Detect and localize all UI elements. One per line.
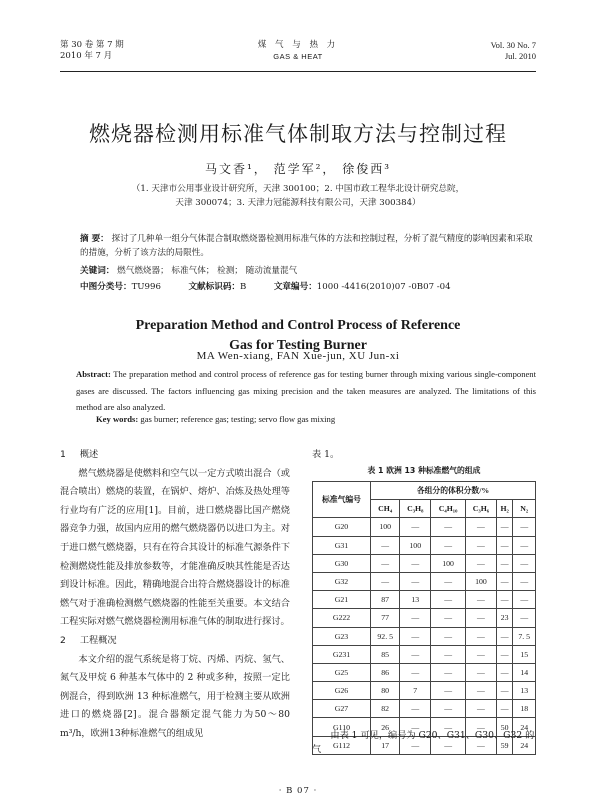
article-number-value: 1000 -4416(2010)07 -0B07 -04 [316, 282, 451, 292]
table-cell-gas-id: G231 [313, 645, 371, 663]
table-cell-value: — [466, 536, 497, 554]
table-cell-value: 92. 5 [371, 627, 400, 645]
table-cell-value: — [400, 718, 431, 736]
table-cell-value: 13 [400, 591, 431, 609]
table-cell-value: 77 [371, 609, 400, 627]
table-cell-value: — [496, 536, 513, 554]
keywords-text-cn: 燃气燃烧器； 标准气体； 检测； 随动流量混气 [117, 266, 298, 276]
table-cell-value: — [496, 627, 513, 645]
table-row [313, 536, 536, 554]
table-header-component: C₃H₆ [466, 500, 497, 518]
table-cell-value: — [400, 518, 431, 536]
section-number: 1 [60, 449, 66, 460]
table-caption: 表 1 欧洲 13 种标准燃气的组成 [367, 466, 481, 475]
abstract-text-en: The preparation method and control process of reference gas for testing burner through mixing various single-component gases are discussed. The factors influencing gas mixing precision and the taken measures are analyzed. The limitations of this method are also analyzed. [76, 369, 536, 412]
journal-name-en: GAS & HEAT [273, 52, 323, 61]
keywords-en [96, 414, 335, 424]
abstract-label-en: Abstract: [76, 369, 111, 379]
table-row [313, 663, 536, 681]
clc-label: 中图分类号： [80, 282, 132, 292]
title-en-line: Preparation Method and Control Process of Reference [135, 318, 461, 333]
table-cell-value: 100 [400, 536, 431, 554]
table-cell-value: — [400, 554, 431, 572]
table-cell-value: — [400, 609, 431, 627]
table-cell-value: — [513, 591, 536, 609]
doc-code-value: B [240, 282, 247, 292]
table-cell-value: — [431, 591, 466, 609]
table-cell-value: — [431, 518, 466, 536]
table-cell-gas-id: G30 [313, 554, 371, 572]
abstract-cn [80, 232, 536, 260]
table-cell-value: — [431, 627, 466, 645]
keywords-cn [80, 264, 297, 278]
journal-name [60, 40, 536, 62]
table-cell-value: 13 [513, 682, 536, 700]
table-cell-value: — [431, 663, 466, 681]
table-header-component: CH₄ [371, 500, 400, 518]
table-cell-value: 15 [513, 645, 536, 663]
table-cell-value: — [513, 609, 536, 627]
table-cell-value: — [513, 554, 536, 572]
table-header-component: H₂ [496, 500, 513, 518]
table-cell-value: — [400, 627, 431, 645]
journal-issue-en [491, 40, 536, 62]
page-number: · B 07 · [278, 786, 318, 796]
table-row [313, 627, 536, 645]
table-cell-value: — [466, 627, 497, 645]
table-cell-value: — [400, 700, 431, 718]
table-cell-value: 85 [371, 645, 400, 663]
abstract-en [76, 366, 536, 416]
table-cell-value: — [400, 572, 431, 590]
table-cell-value: — [400, 645, 431, 663]
article-number-label: 文章编号： [273, 282, 317, 292]
table-cell-gas-id: G25 [313, 663, 371, 681]
table-cell-value: 80 [371, 682, 400, 700]
table-cell-value: — [466, 591, 497, 609]
table-cell-gas-id: G21 [313, 591, 371, 609]
volume-issue-en: Vol. 30 No. 7 [490, 40, 536, 50]
table-cell-value: — [371, 536, 400, 554]
table-cell-value: 100 [466, 572, 497, 590]
table-row [313, 645, 536, 663]
table-cell-value: — [496, 663, 513, 681]
table-cell-value: — [431, 682, 466, 700]
table-cell-value: — [496, 591, 513, 609]
title-en-line: Gas for Testing Burner [229, 338, 367, 353]
table-cell-value: — [513, 536, 536, 554]
table-cell-value: — [371, 554, 400, 572]
abstract-text-cn: 探讨了几种单一组分气体混合制取燃烧器检测用标准气体的方法和控制过程，分析了混气精度的影响因素和采取的措施，分析了该方法的局限性。 [80, 234, 533, 258]
table-cell-value: — [431, 572, 466, 590]
affiliations-cn [60, 182, 536, 210]
table-cell-gas-id: G23 [313, 627, 371, 645]
table-cell-value: — [466, 718, 497, 736]
table-cell-gas-id: G27 [313, 700, 371, 718]
header-rule [60, 71, 536, 72]
table-cell-value: — [496, 518, 513, 536]
table-cell-value: — [513, 572, 536, 590]
section-heading [60, 632, 290, 651]
table-cell-value: — [466, 518, 497, 536]
table-cell-value: — [466, 554, 497, 572]
table-cell-value: 23 [496, 609, 513, 627]
issue-date: 2010 年 7 月 [60, 51, 113, 61]
authors-en: MA Wen-xiang, FAN Xue-jun, XU Jun-xi [196, 350, 400, 362]
table-row [313, 700, 536, 718]
journal-name-cn: 煤 气 与 热 力 [257, 40, 339, 50]
table-header-component: C₄H₁₀ [431, 500, 466, 518]
table-cell-value: — [431, 645, 466, 663]
table-cell-value: 100 [371, 518, 400, 536]
table-cell-value: 24 [513, 718, 536, 736]
body-left-column [60, 446, 290, 744]
gas-composition-table [312, 481, 536, 755]
table-cell-value: 18 [513, 700, 536, 718]
table-row [313, 572, 536, 590]
section-title: 概述 [79, 449, 99, 460]
table-cell-value: — [466, 663, 497, 681]
table-header-group: 各组分的体积分数/% [371, 482, 536, 500]
classification-line [80, 280, 451, 294]
volume-issue: 第 30 卷 第 7 期 [60, 40, 124, 50]
table-cell-value: — [431, 718, 466, 736]
table-body [313, 518, 536, 754]
paragraph-continuation: 表 1。 [312, 449, 340, 460]
section-heading [60, 446, 290, 465]
table-cell-gas-id: G222 [313, 609, 371, 627]
table-cell-value: 26 [371, 718, 400, 736]
section-number: 2 [60, 634, 66, 646]
table-cell-value: — [496, 700, 513, 718]
keywords-text-en: gas burner; reference gas; testing; servo flow gas mixing [138, 414, 336, 424]
paragraph: 燃气燃烧器是使燃料和空气以一定方式喷出混合（或混合喷出）燃烧的装置，在锅炉、熔炉、冶炼及热处理等行业均有广泛的应用[1]。目前，进口燃烧器比国产燃烧器竞争力强，故国内应用的燃气燃烧器仍以进口为主。对于进口燃气燃烧器，只有在符合其设计的标准气源条件下检测燃烧性能及排放参数等，才能准确反映其性能是否达到设计标准。因此，精确地混合出符合燃烧器设计的标准燃气对于准确检测燃气燃烧器的性能至关重要。本文结合工程实际对燃气燃烧器检测用标准气体的制取进行探讨。 [60, 467, 290, 628]
article-title-cn: 燃烧器检测用标准气体制取方法与控制过程 [89, 122, 507, 146]
table-row [313, 591, 536, 609]
table-cell-value: — [513, 518, 536, 536]
table-cell-value: — [496, 554, 513, 572]
table-cell-value: 59 [496, 736, 513, 754]
table-row [313, 682, 536, 700]
table-cell-value: — [431, 736, 466, 754]
table-cell-value: — [466, 682, 497, 700]
table-cell-value: 14 [513, 663, 536, 681]
table-cell-value: — [466, 736, 497, 754]
table-header-component: N₂ [513, 500, 536, 518]
table-cell-gas-id: G26 [313, 682, 371, 700]
table-cell-gas-id: G32 [313, 572, 371, 590]
table-cell-value: — [496, 645, 513, 663]
table-row [313, 554, 536, 572]
table-row [313, 609, 536, 627]
doc-code-label: 文献标识码： [188, 282, 241, 292]
table-cell-gas-id: G112 [313, 736, 371, 754]
table-cell-gas-id: G20 [313, 518, 371, 536]
table-row [313, 518, 536, 536]
table-cell-value: 17 [371, 736, 400, 754]
table-cell-value: 100 [431, 554, 466, 572]
section-title: 工程概况 [79, 634, 117, 646]
table-cell-value: 24 [513, 736, 536, 754]
table-cell-value: — [431, 700, 466, 718]
table-cell-gas-id: G110 [313, 718, 371, 736]
table-cell-value: — [431, 536, 466, 554]
table-cell-value: 7 [400, 682, 431, 700]
issue-date-en: Jul. 2010 [504, 51, 536, 61]
table-cell-value: 87 [371, 591, 400, 609]
table-cell-value: — [466, 609, 497, 627]
table-cell-value: — [371, 572, 400, 590]
table-cell-value: — [496, 682, 513, 700]
paragraph: 本文介绍的混气系统是将丁烷、丙烯、丙烷、氢气、氮气及甲烷 6 种基本气体中的 2 种或多种，按照一定比例混合，得到欧洲 13 种标准燃气，用于检测主要从欧洲进口的燃烧器[2]。混合器额定混气能力为50～80 m³/h，欧洲13种标准燃气的组成见 [60, 653, 290, 739]
table-cell-value: 50 [496, 718, 513, 736]
paragraph: 由表 1 可见，编号为 G20、G31、G30、G32 的气 [312, 730, 535, 755]
table-cell-value: — [431, 609, 466, 627]
abstract-label-cn: 摘 要： [80, 234, 109, 244]
table-cell-value: — [466, 645, 497, 663]
keywords-label-en: Key words: [96, 414, 139, 424]
table-cell-value: — [400, 663, 431, 681]
table-header-id: 标准气编号 [313, 482, 371, 518]
authors-cn: 马文香¹， 范学军²， 徐俊西³ [204, 162, 392, 176]
table-header-component: C₃H₈ [400, 500, 431, 518]
table-cell-value: — [496, 572, 513, 590]
table-cell-gas-id: G31 [313, 536, 371, 554]
table-cell-value: — [400, 736, 431, 754]
table-cell-value: 86 [371, 663, 400, 681]
affiliation-line: （1. 天津市公用事业设计研究所，天津 300100；2. 中国市政工程华北设计研究总院， [131, 184, 465, 194]
body-right-column [312, 446, 536, 465]
keywords-label-cn: 关键词： [80, 266, 115, 276]
table-cell-value: — [466, 700, 497, 718]
clc-value: TU996 [131, 282, 161, 292]
running-header [60, 40, 536, 70]
table-cell-value: 7. 5 [513, 627, 536, 645]
affiliation-line: 天津 300074；3. 天津力冠能源科技有限公司，天津 300384） [175, 198, 421, 208]
table-cell-value: 82 [371, 700, 400, 718]
